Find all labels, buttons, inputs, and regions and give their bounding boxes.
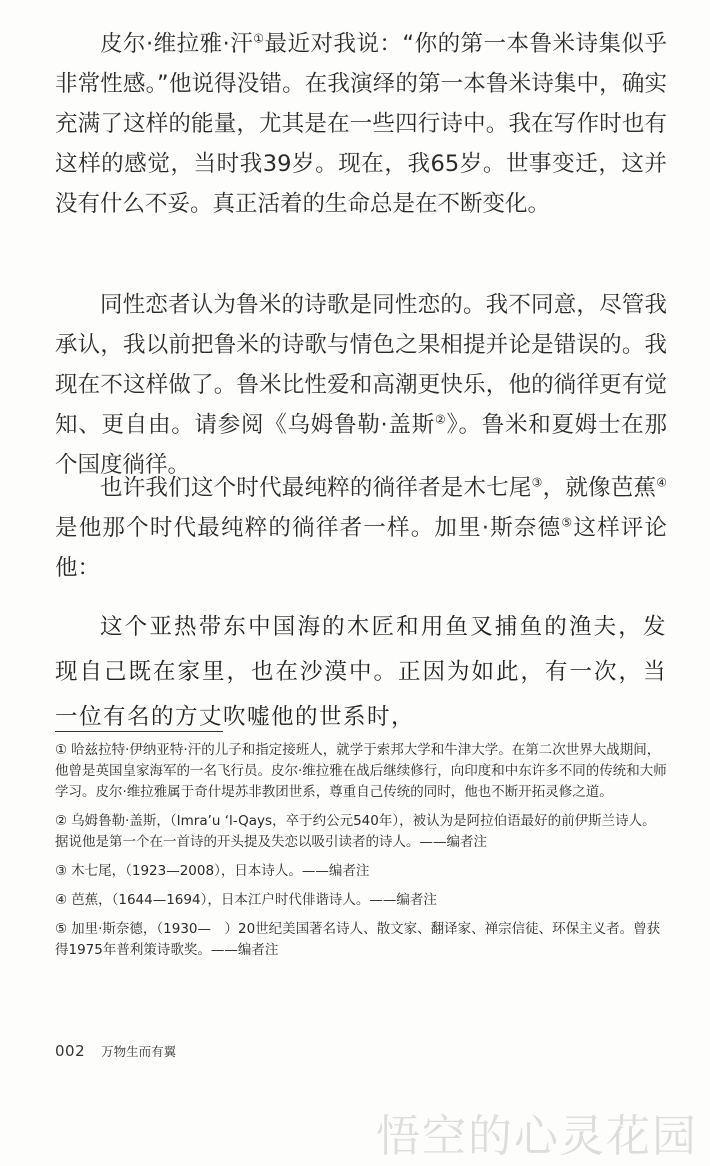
page-number: 002 <box>55 1042 86 1060</box>
footnote-2 <box>55 811 667 853</box>
footnote-1 <box>55 740 667 803</box>
block-quote: 这个亚热带东中国海的木匠和用鱼叉捕鱼的渔夫，发现自己既在家里，也在沙漠中。正因为如此，有一次，当一位有名的方丈吹嘘他的世系时， <box>55 614 667 730</box>
body-paragraph-2 <box>55 285 667 478</box>
footnotes-section <box>55 740 667 969</box>
footnote-ref-2[interactable]: ② <box>434 412 447 427</box>
watermark: 悟空的心灵花园 <box>376 1111 698 1162</box>
paragraph-text: 是他那个时代最纯粹的徜徉者一样。加里·斯奈德 <box>55 515 562 541</box>
paragraph-text: 最近对我说：“你的第一本鲁米诗集似乎非常性感。”他说得没错。在我演绎的第一本鲁米诗集中，确实充满了这样的能量，尤其是在一些四行诗中。我在写作时也有这样的感觉，当时我39岁。现在，我65岁。世事变迁，这并没有什么不妥。真正活着的生命总是在不断变化。 <box>55 31 667 217</box>
footnote-mark: ⑤ <box>55 921 68 937</box>
page-footer <box>55 1042 176 1060</box>
footnote-text: 木七尾，（1923—2008），日本诗人。——编者注 <box>71 863 370 879</box>
footnote-divider <box>55 731 223 732</box>
footnote-ref-4[interactable]: ④ <box>656 475 667 490</box>
footnote-text: 哈兹拉特·伊纳亚特·汗的儿子和指定接班人，就学于索邦大学和牛津大学。在第二次世界大战期间，他曾是英国皇家海军的一名飞行员。皮尔·维拉雅在战后继续修行，向印度和中东许多不同的传统和大师学习。皮尔·维拉雅属于奇什堤苏非教团世系，尊重自己传统的同时，他也不断开拓灵修之道。 <box>55 742 667 800</box>
footnote-3 <box>55 861 667 882</box>
paragraph-text: 也许我们这个时代最纯粹的徜徉者是木七尾 <box>100 475 532 501</box>
footnote-text: 加里·斯奈德，（1930— ）20世纪美国著名诗人、散文家、翻译家、禅宗信徒、环保主义者。曾获得1975年普利策诗歌奖。——编者注 <box>55 921 661 958</box>
footnote-ref-3[interactable]: ③ <box>531 475 543 490</box>
paragraph-text: ，就像芭蕉 <box>542 475 657 501</box>
paragraph-text: 同性恋者认为鲁米的诗歌是同性恋的。我不同意，尽管我承认，我以前把鲁米的诗歌与情色之果相提并论是错误的。我现在不这样做了。鲁米比性爱和高潮更快乐，他的徜徉更有觉知、更自由。请参阅《乌姆鲁勒·盖斯 <box>55 292 667 438</box>
running-title: 万物生而有翼 <box>101 1044 177 1059</box>
body-paragraph-1 <box>55 24 667 264</box>
footnote-text: 乌姆鲁勒·盖斯，（Imra’u ‘l-Qays，卒于约公元540年），被认为是阿拉伯语最好的前伊斯兰诗人。据说他是第一个在一首诗的开头提及失恋以吸引读者的诗人。——编者注 <box>55 813 656 850</box>
footnote-mark: ④ <box>55 892 68 908</box>
footnote-text: 芭蕉，（1644—1694），日本江户时代俳谐诗人。——编者注 <box>71 892 437 908</box>
paragraph-text: 皮尔·维拉雅·汗 <box>100 31 254 57</box>
paragraph-text: 》。鲁米和夏姆士在那个国度徜徉。 <box>55 412 667 478</box>
footnote-ref-5[interactable]: ⑤ <box>561 515 574 530</box>
footnote-4 <box>55 890 667 911</box>
footnote-ref-1[interactable]: ① <box>253 31 265 46</box>
footnote-mark: ① <box>55 742 68 758</box>
body-paragraph-3 <box>55 468 668 581</box>
footnote-mark: ③ <box>55 863 68 879</box>
footnote-5 <box>55 919 667 961</box>
paragraph-text: 这样评论他： <box>55 515 668 581</box>
footnote-mark: ② <box>55 813 68 829</box>
